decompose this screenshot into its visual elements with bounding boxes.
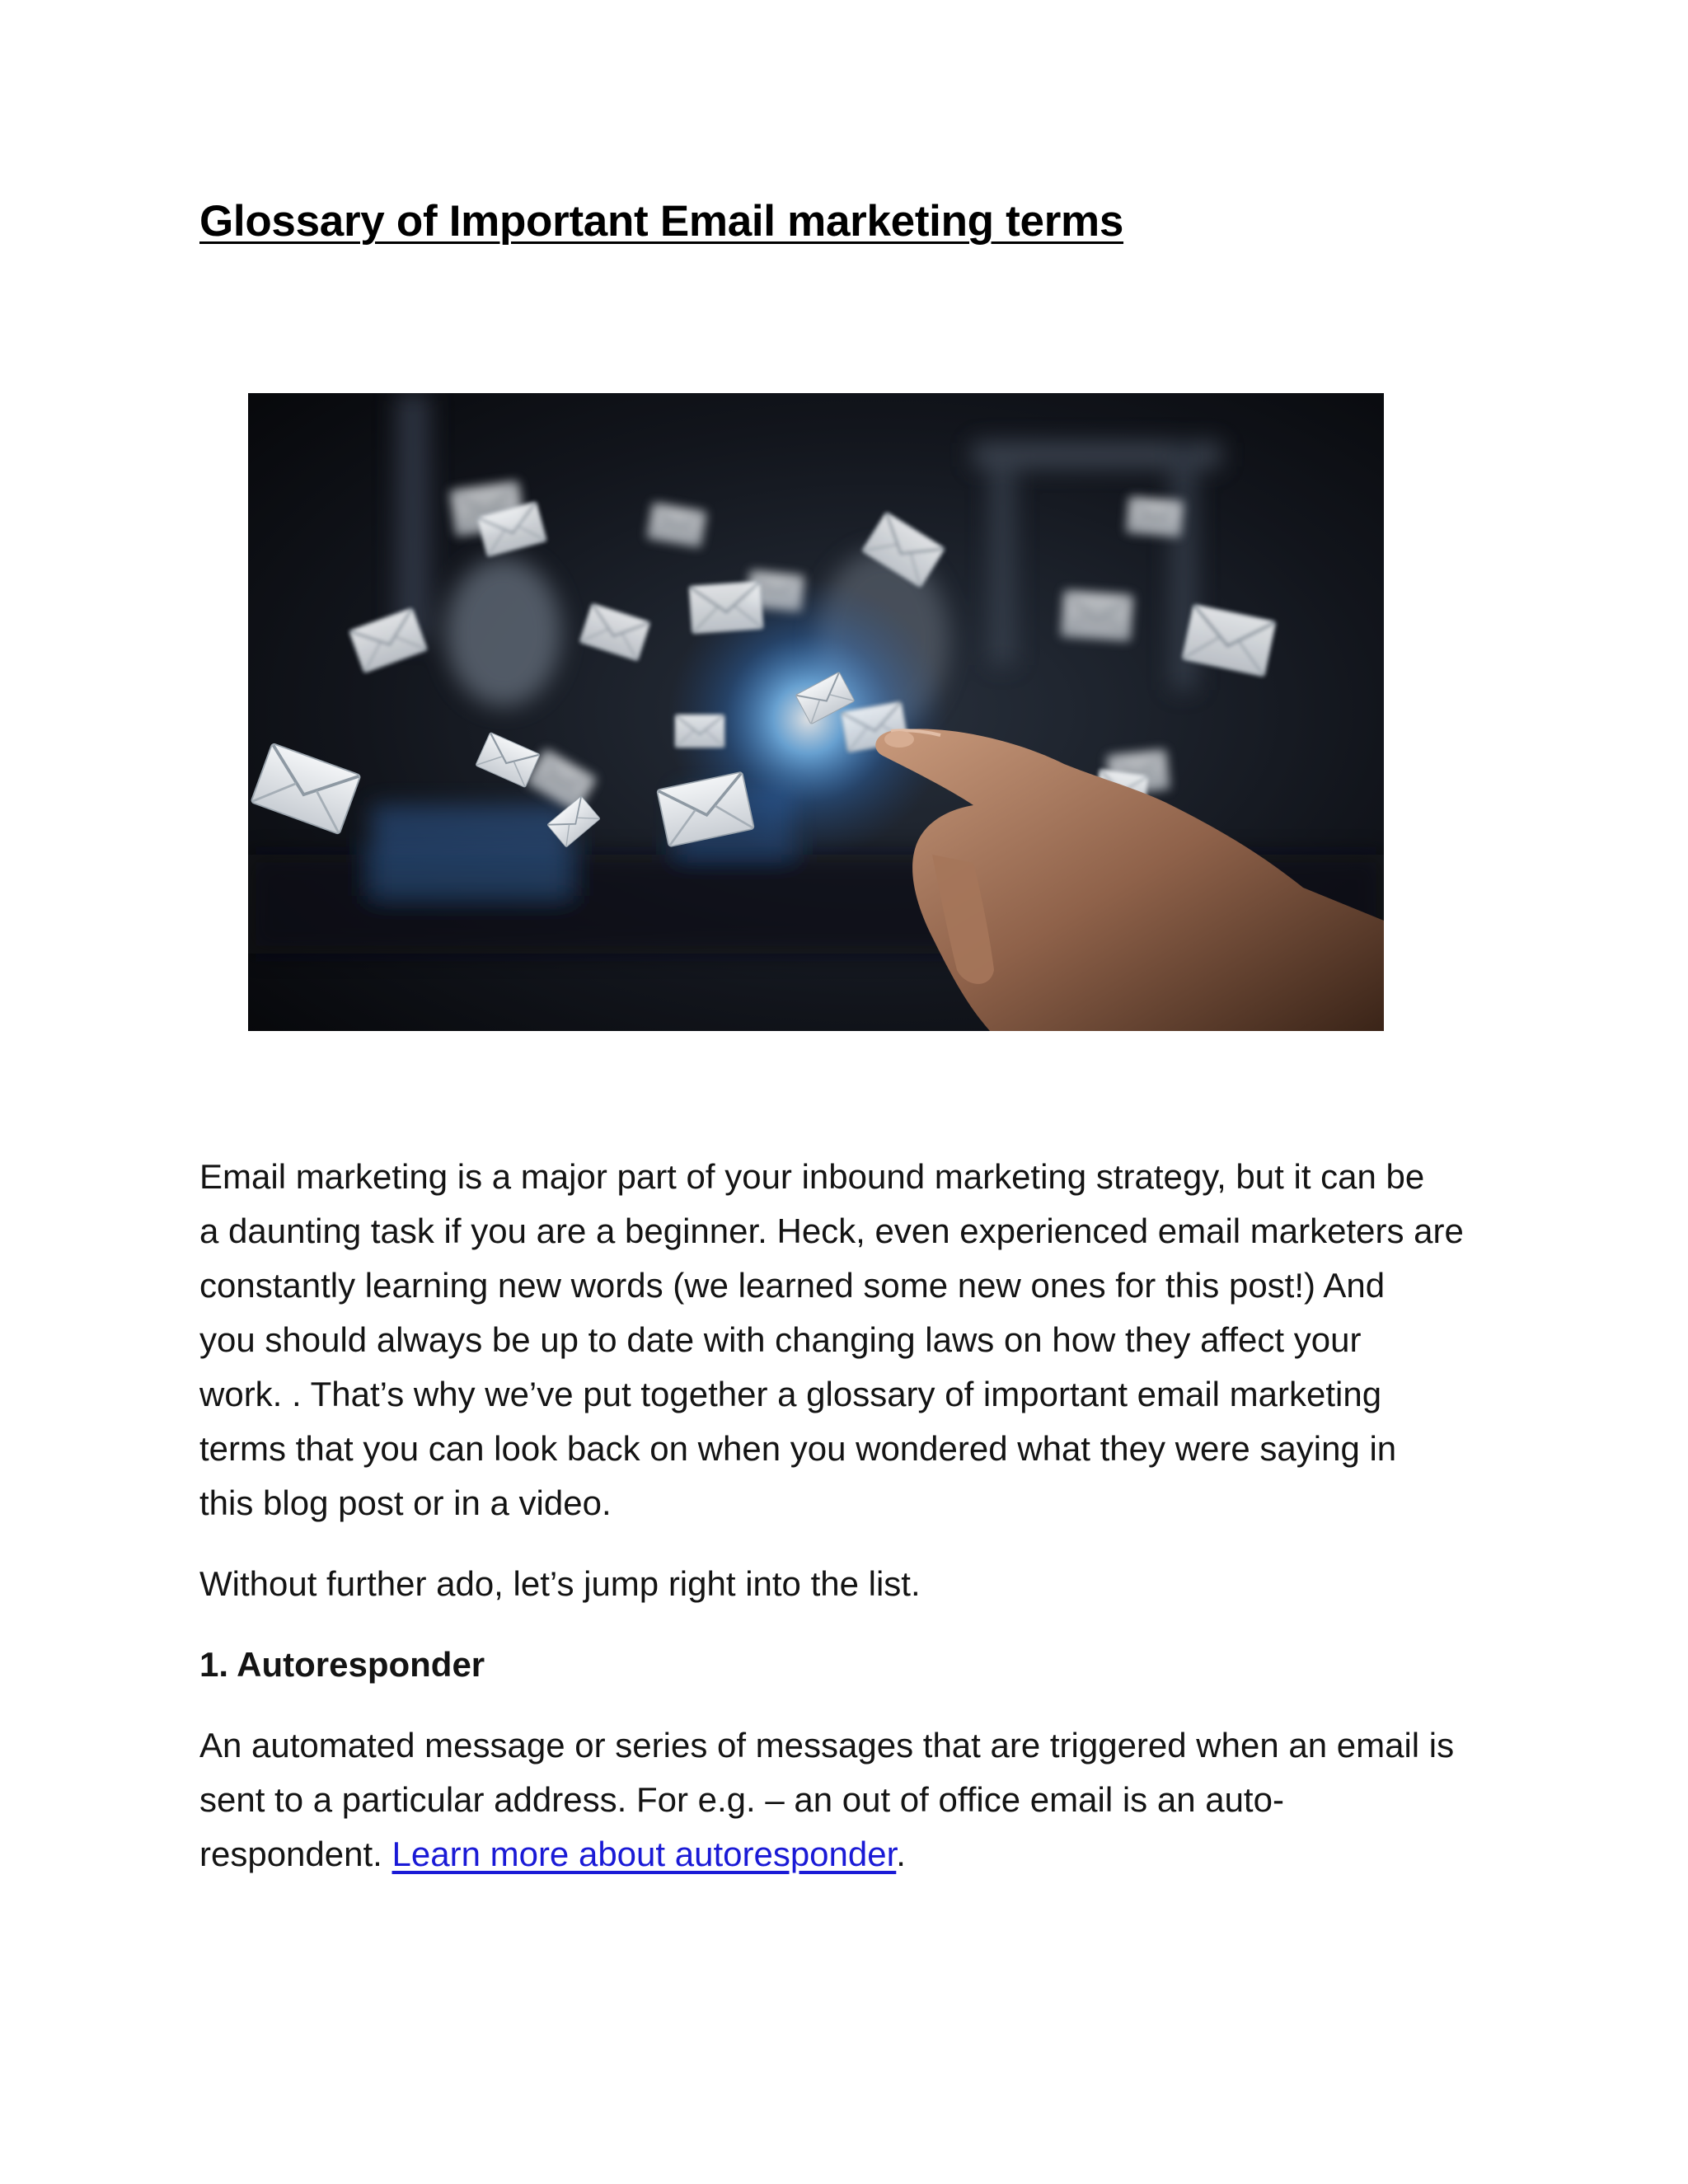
intro-line: work. . That’s why we’ve put together a glossary of important email marketing bbox=[199, 1375, 1382, 1413]
intro-line: you should always be up to date with changing laws on how they affect your bbox=[199, 1320, 1362, 1359]
intro-line: this blog post or in a video. bbox=[199, 1483, 612, 1522]
intro-line: terms that you can look back on when you wondered what they were saying in bbox=[199, 1429, 1397, 1468]
section-body-autoresponder bbox=[199, 1718, 1518, 1882]
lead-in-paragraph: Without further ado, let’s jump right into the list. bbox=[199, 1564, 921, 1603]
intro-paragraph bbox=[199, 1150, 1518, 1530]
section-body-line: sent to a particular address. For e.g. – an out of office email is an auto- bbox=[199, 1780, 1284, 1819]
intro-line: constantly learning new words (we learned some new ones for this post!) And bbox=[199, 1266, 1386, 1305]
intro-line: Email marketing is a major part of your inbound marketing strategy, but it can be bbox=[199, 1157, 1425, 1196]
section-body-period: . bbox=[896, 1835, 906, 1873]
article-body bbox=[199, 1150, 1518, 1908]
hero-image bbox=[248, 393, 1384, 1031]
section-body-line: respondent. bbox=[199, 1835, 392, 1873]
section-body-line: An automated message or series of messages that are triggered when an email is bbox=[199, 1726, 1455, 1765]
learn-more-autoresponder-link[interactable]: Learn more about autoresponder bbox=[392, 1835, 897, 1873]
intro-line: a daunting task if you are a beginner. Heck, even experienced email marketers are bbox=[199, 1212, 1464, 1250]
email-envelopes-hand-icon bbox=[248, 393, 1384, 1031]
section-heading-autoresponder: 1. Autoresponder bbox=[199, 1645, 485, 1684]
page-title: Glossary of Important Email marketing terms bbox=[199, 197, 1124, 246]
